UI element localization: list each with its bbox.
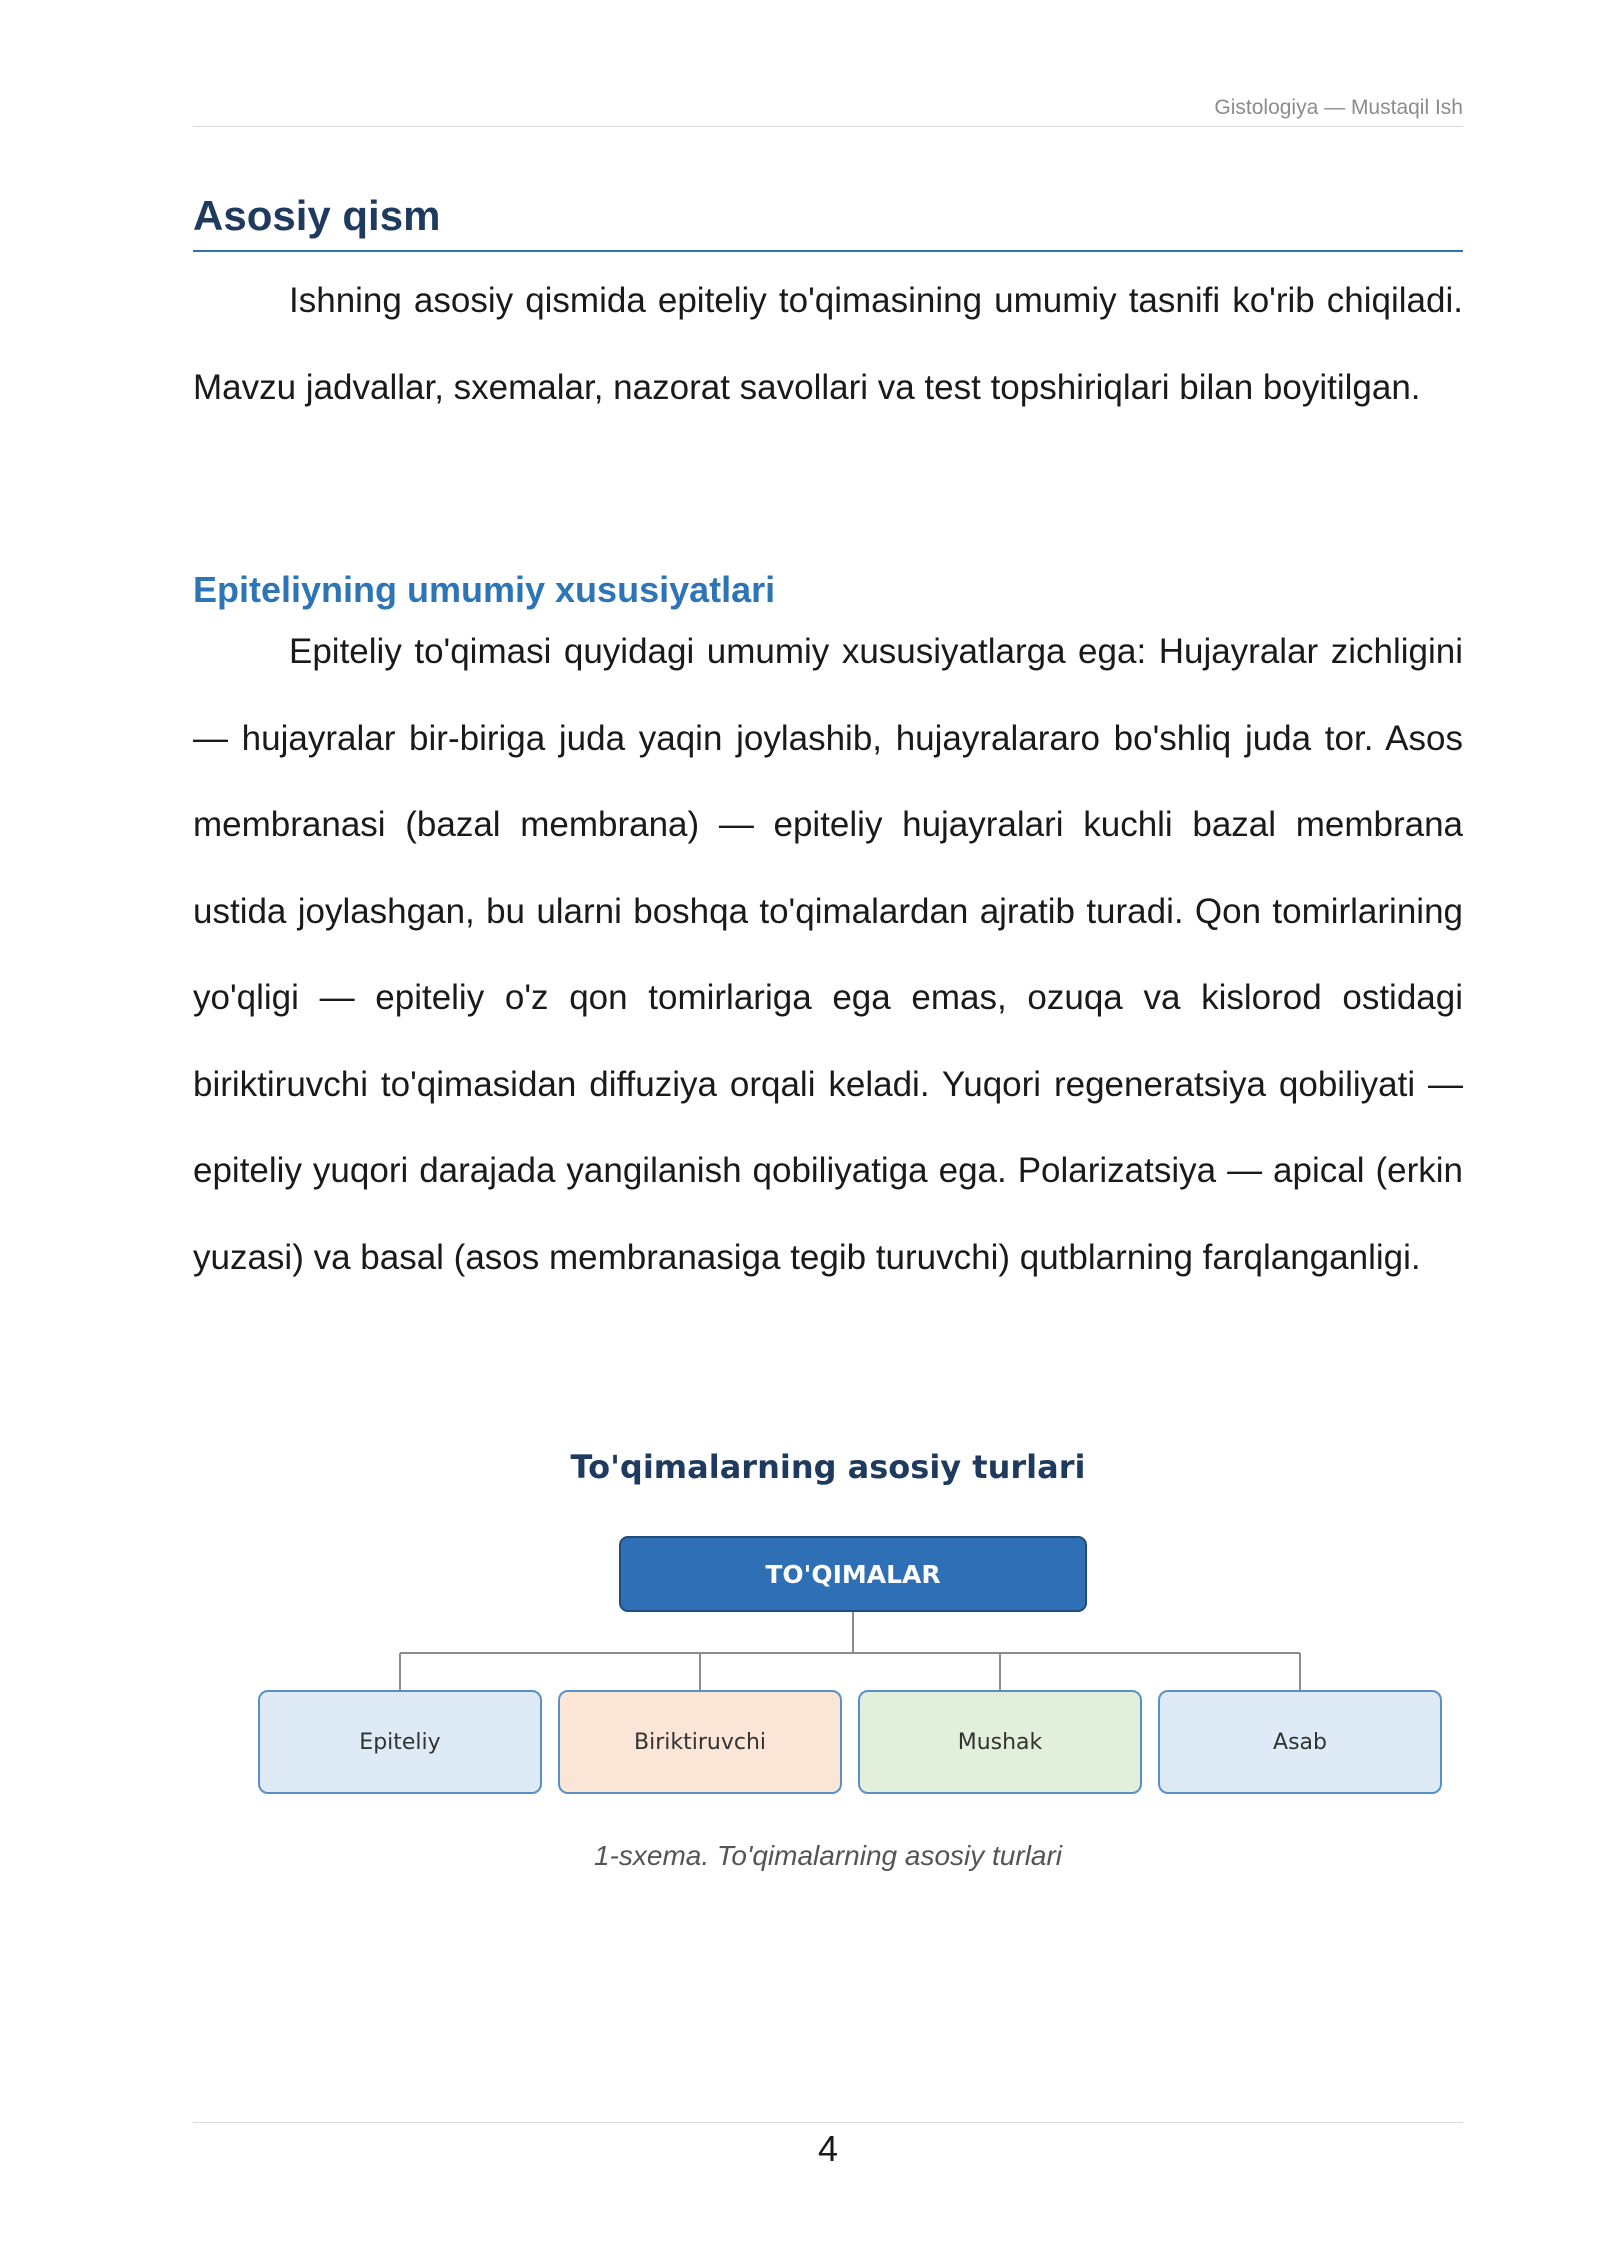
intro-paragraph: Ishning asosiy qismida epiteliy to'qimasining umumiy tasnifi ko'rib chiqiladi. Mavzu jadvallar, sxemalar, nazorat savollari va test topshiriqlari bilan boyitilgan. (193, 281, 1463, 407)
body-paragraph: Epiteliy to'qimasi quyidagi umumiy xususiyatlarga ega: Hujayralar zichligini — hujayralar bir-biriga juda yaqin joylashib, hujayralararo bo'shliq juda tor. Asos membranasi (bazal membrana) — epiteliy hujayralari kuchli bazal membrana ustida joylashgan, bu ularni boshqa to'qimalardan ajratib turadi. Qon tomirlarining yo'qligi — epiteliy o'z qon tomirlariga ega emas, ozuqa va kislorod ostidagi biriktiruvchi to'qimasidan diffuziya orqali keladi. Yuqori regeneratsiya qobiliyati — epiteliy yuqori darajada yangilanish qobiliyatiga ega. Polarizatsiya — apical (erkin yuzasi) va basal (asos membranasiga tegib turuvchi) qutblarning farqlanganligi. (193, 632, 1463, 1277)
page-number: 4 (817, 2128, 839, 2169)
root-node-label: TO'QIMALAR (765, 1559, 941, 1589)
child-node-label: Epiteliy (359, 1729, 441, 1755)
figure-caption: 1-sxema. To'qimalarning asosiy turlari (593, 1840, 1063, 1871)
diagram-title: To'qimalarning asosiy turlari (570, 1448, 1086, 1486)
child-node-label: Mushak (957, 1729, 1043, 1755)
running-head: Gistologiya — Mustaqil Ish (1214, 96, 1463, 119)
child-node-label: Asab (1273, 1729, 1327, 1755)
child-node-label: Biriktiruvchi (634, 1729, 766, 1755)
tissue-types-diagram (193, 1440, 1463, 1900)
section-title: Asosiy qism (193, 190, 1463, 252)
page-header (193, 92, 1463, 127)
subsection-title: Epiteliyning umumiy xususiyatlari (193, 569, 776, 610)
footer-divider (193, 2122, 1463, 2123)
